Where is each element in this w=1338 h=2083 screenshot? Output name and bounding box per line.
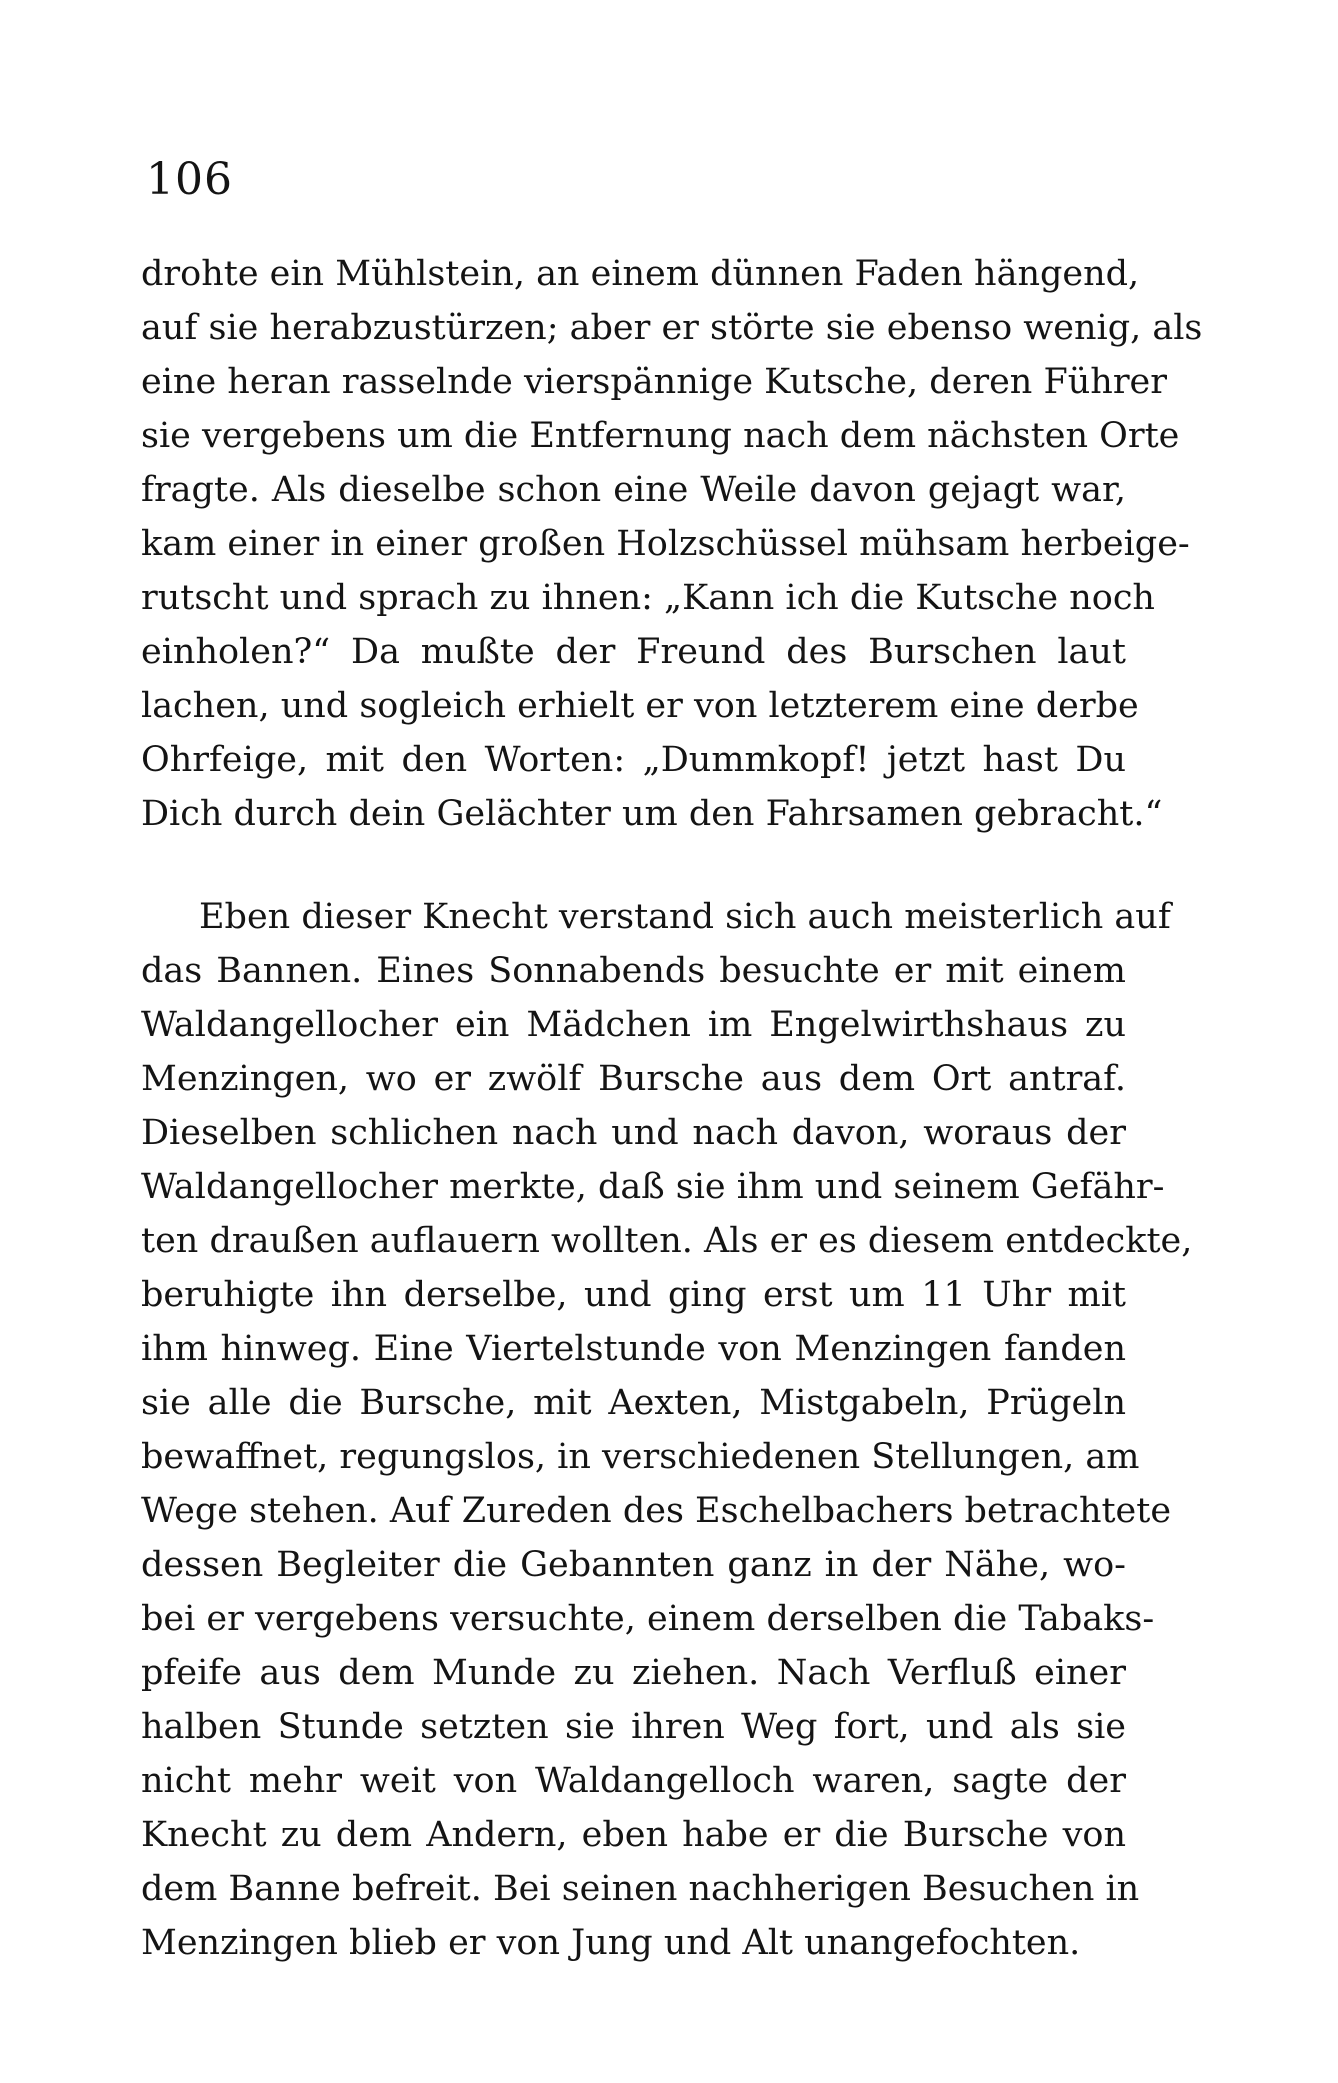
- page-number: 106: [146, 154, 233, 205]
- text-line: ihm hinweg. Eine Viertelstunde von Menzingen fanden: [141, 1329, 1126, 1369]
- text-line: das Bannen. Eines Sonnabends besuchte er mit einem: [141, 951, 1126, 991]
- paragraph-1: [141, 247, 1203, 841]
- text-line: sie alle die Bursche, mit Aexten, Mistgabeln, Prügeln: [141, 1383, 1126, 1423]
- text-line: drohte ein Mühlstein, an einem dünnen Faden hängend,: [141, 254, 1140, 294]
- text-line: Menzingen blieb er von Jung und Alt unangefochten.: [141, 1923, 1081, 1963]
- text-line: Menzingen, wo er zwölf Bursche aus dem Ort antraf.: [141, 1059, 1126, 1099]
- text-line: pfeife aus dem Munde zu ziehen. Nach Verfluß einer: [141, 1653, 1126, 1693]
- text-line: sie vergebens um die Entfernung nach dem nächsten Orte: [141, 416, 1180, 456]
- text-line: einholen?“ Da mußte der Freund des Burschen laut: [141, 632, 1126, 672]
- text-line: Dieselben schlichen nach und nach davon, woraus der: [141, 1113, 1126, 1153]
- text-line: halben Stunde setzten sie ihren Weg fort, und als sie: [141, 1707, 1126, 1747]
- text-line: bewaffnet, regungslos, in verschiedenen Stellungen, am: [141, 1437, 1140, 1477]
- text-line: dessen Begleiter die Gebannten ganz in der Nähe, wo-: [141, 1545, 1126, 1585]
- paragraph-2: [141, 890, 1193, 1970]
- text-line: dem Banne befreit. Bei seinen nachherigen Besuchen in: [141, 1869, 1140, 1909]
- text-line: rutscht und sprach zu ihnen: „Kann ich die Kutsche noch: [141, 578, 1155, 618]
- text-line: beruhigte ihn derselbe, und ging erst um 11 Uhr mit: [141, 1275, 1126, 1315]
- text-line: auf sie herabzustürzen; aber er störte sie ebenso wenig, als: [141, 308, 1203, 348]
- text-line: Knecht zu dem Andern, eben habe er die Bursche von: [141, 1815, 1126, 1855]
- text-line: eine heran rasselnde vierspännige Kutsche, deren Führer: [141, 362, 1168, 402]
- text-line: nicht mehr weit von Waldangelloch waren, sagte der: [141, 1761, 1126, 1801]
- text-line: kam einer in einer großen Holzschüssel mühsam herbeige-: [141, 524, 1190, 564]
- text-line: fragte. Als dieselbe schon eine Weile davon gejagt war,: [141, 470, 1126, 510]
- text-line: Eben dieser Knecht verstand sich auch meisterlich auf: [199, 897, 1171, 937]
- text-line: Wege stehen. Auf Zureden des Eschelbachers betrachtete: [141, 1491, 1172, 1531]
- text-line: ten draußen auflauern wollten. Als er es diesem entdeckte,: [141, 1221, 1193, 1261]
- text-line: Dich durch dein Gelächter um den Fahrsamen gebracht.“: [141, 794, 1163, 834]
- text-line: Ohrfeige, mit den Worten: „Dummkopf! jetzt hast Du: [141, 740, 1126, 780]
- text-line: Waldangellocher ein Mädchen im Engelwirthshaus zu: [141, 1005, 1126, 1045]
- text-line: Waldangellocher merkte, daß sie ihm und seinem Gefähr-: [141, 1167, 1165, 1207]
- text-line: lachen, und sogleich erhielt er von letzterem eine derbe: [141, 686, 1139, 726]
- text-line: bei er vergebens versuchte, einem derselben die Tabaks-: [141, 1599, 1155, 1639]
